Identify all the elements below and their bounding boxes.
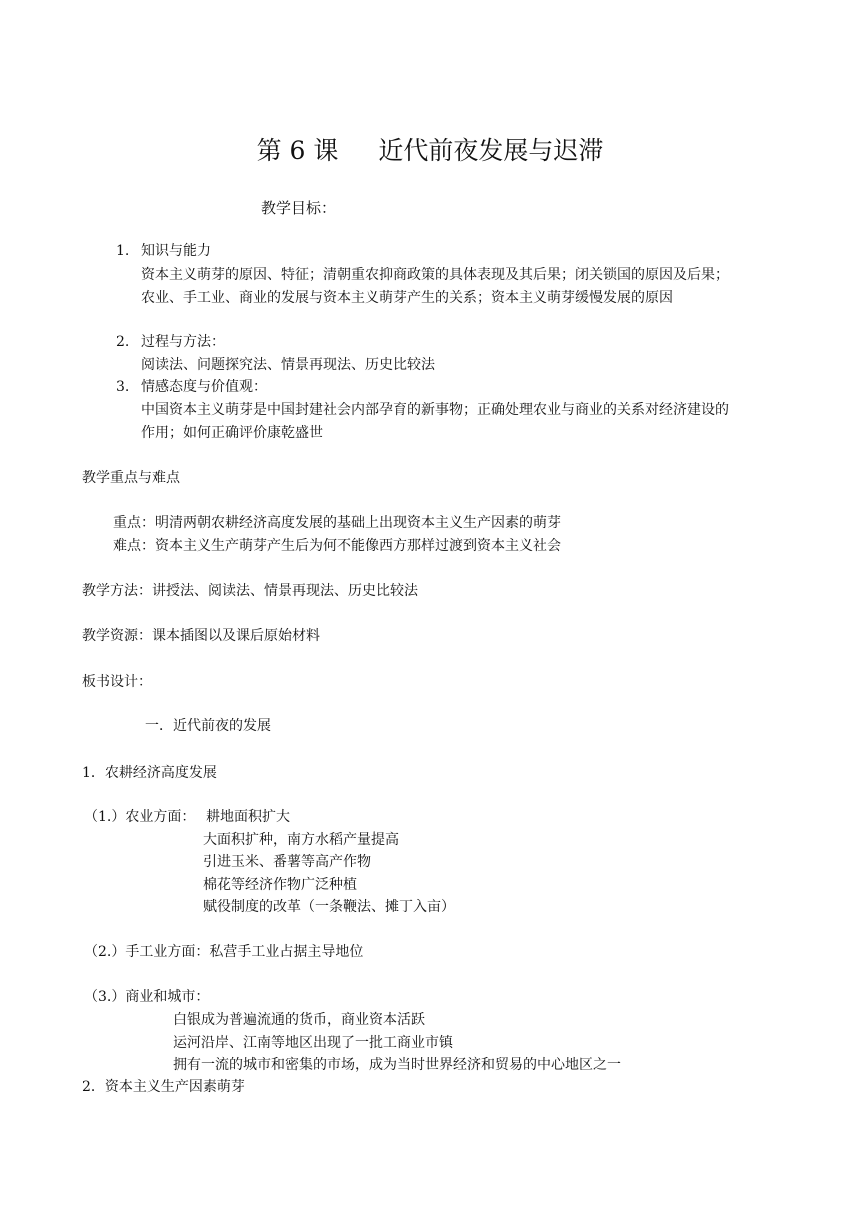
commerce-line-3: 拥有一流的城市和密集的市场，成为当时世界经济和贸易的中心地区之一	[173, 1057, 621, 1073]
item-two-heading: 2．资本主义生产因素萌芽	[82, 1079, 245, 1095]
agriculture-line-3: 引进玉米、番薯等高产作物	[203, 854, 371, 870]
lesson-number: 第 6 课	[256, 136, 339, 165]
commerce-label: （3.）商业和城市：	[84, 989, 210, 1005]
lesson-topic: 近代前夜发展与迟滞	[378, 136, 604, 165]
teaching-resources: 教学资源：课本插图以及课后原始材料	[82, 628, 320, 644]
agriculture-line-4: 棉花等经济作物广泛种植	[203, 877, 357, 893]
agriculture-line-2: 大面积扩种，南方水稻产量提高	[203, 832, 399, 848]
objective-3-heading: 情感态度与价值观：	[141, 379, 267, 395]
teaching-methods: 教学方法：讲授法、阅读法、情景再现法、历史比较法	[82, 583, 418, 599]
objective-3-number: 3.	[116, 379, 130, 395]
objective-1-line-2: 农业、手工业、商业的发展与资本主义萌芽产生的关系；资本主义萌芽缓慢发展的原因	[141, 290, 673, 306]
handicraft-line: （2.）手工业方面：私营手工业占据主导地位	[84, 944, 364, 960]
agriculture-line-1: 耕地面积扩大	[206, 809, 290, 825]
board-design-heading: 板书设计：	[82, 674, 152, 690]
difficult-point: 难点：资本主义生产萌芽产生后为何不能像西方那样过渡到资本主义社会	[113, 538, 561, 554]
agriculture-line-5: 赋役制度的改革（一条鞭法、摊丁入亩）	[203, 899, 455, 915]
objective-1-line-1: 资本主义萌芽的原因、特征；清朝重农抑商政策的具体表现及其后果；闭关锁国的原因及后果；	[141, 267, 729, 283]
commerce-line-2: 运河沿岸、江南等地区出现了一批工商业市镇	[173, 1035, 453, 1051]
objective-2-line-1: 阅读法、问题探究法、情景再现法、历史比较法	[141, 357, 435, 373]
commerce-line-1: 白银成为普遍流通的货币，商业资本活跃	[173, 1012, 425, 1028]
key-point: 重点：明清两朝农耕经济高度发展的基础上出现资本主义生产因素的萌芽	[113, 515, 561, 531]
objective-3-line-2: 作用；如何正确评价康乾盛世	[141, 425, 323, 441]
objective-2-heading: 过程与方法：	[141, 334, 225, 350]
objectives-heading: 教学目标：	[261, 199, 337, 217]
objective-2-number: 2.	[116, 334, 130, 350]
objective-1-number: 1.	[116, 243, 130, 259]
agriculture-label: （1.）农业方面：	[84, 809, 196, 825]
section-one-heading: 一．近代前夜的发展	[145, 718, 271, 734]
objective-3-line-1: 中国资本主义萌芽是中国封建社会内部孕育的新事物；正确处理农业与商业的关系对经济建设的	[141, 402, 729, 418]
objective-1-heading: 知识与能力	[141, 243, 211, 259]
page-title	[0, 133, 860, 169]
item-one-heading: 1．农耕经济高度发展	[82, 765, 217, 781]
key-points-heading: 教学重点与难点	[82, 470, 180, 486]
